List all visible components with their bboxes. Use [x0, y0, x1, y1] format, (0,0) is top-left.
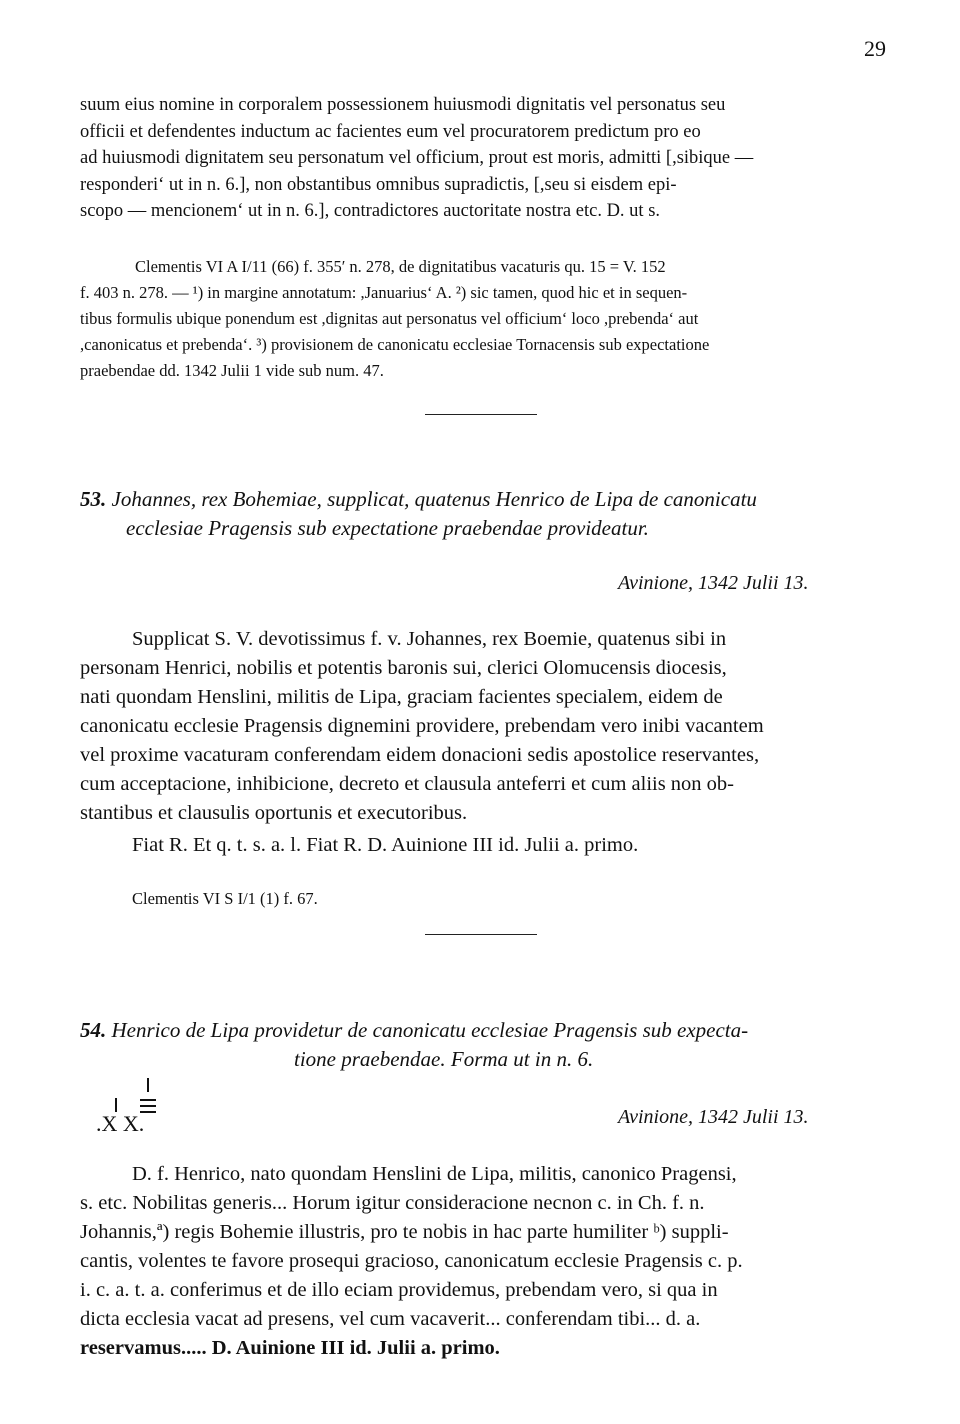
- page-number: 29: [864, 36, 886, 61]
- text-line: officii et defendentes inductum ac facientes eum vel procuratorem predictum pro eo: [80, 121, 701, 142]
- body-line: nati quondam Henslini, militis de Lipa, graciam facientes specialem, eidem de: [80, 686, 723, 708]
- body-line: canonicatu ecclesie Pragensis dignemini providere, prebendam vero inibi vacantem: [80, 715, 764, 737]
- body-line: cum acceptacione, inhibicione, decreto et clausula anteferri et cum aliis non ob-: [80, 773, 735, 795]
- fiat-line: Fiat R. Et q. t. s. a. l. Fiat R. D. Auinione III id. Julii a. primo.: [132, 834, 639, 856]
- body-line: stantibus et clausulis oportunis et executoribus.: [80, 802, 468, 824]
- sigla-text: .X X.: [96, 1111, 145, 1136]
- source-ref: Clementis VI S I/1 (1) f. 67.: [132, 889, 318, 908]
- top-text: [80, 92, 883, 225]
- divider: [425, 414, 537, 415]
- body-line: i. c. a. t. a. conferimus et de illo eciam providemus, prebendam vero, si qua in: [80, 1279, 718, 1301]
- heading-text: Johannes, rex Bohemiae, supplicat, quatenus Henrico de Lipa de canonicatu: [111, 487, 757, 511]
- text-line: responderi‘ ut in n. 6.], non obstantibus omnibus supradictis, [,seu si eisdem epi-: [80, 174, 677, 195]
- body-line: cantis, volentes te favore prosequi gracioso, canonicatum ecclesie Pragensis c. p.: [80, 1250, 743, 1272]
- footnote-top: [80, 254, 883, 384]
- text-line: scopo — mencionem‘ ut in n. 6.], contradictores auctoritate nostra etc. D. ut s.: [80, 201, 661, 221]
- footnote-line: f. 403 n. 278. — ¹) in margine annotatum: ,Januarius‘ A. ²) sic tamen, quod hic et in sequen-: [80, 283, 688, 302]
- body-line: reservamus..... D. Auinione III id. Julii a. primo.: [80, 1337, 500, 1359]
- heading-line: tione praebendae. Forma ut in n. 6.: [294, 1047, 594, 1071]
- entry-54-body: [80, 1160, 883, 1363]
- footnote-line: Clementis VI A I/11 (66) f. 355′ n. 278, de dignitatibus vacaturis qu. 15 = V. 152: [135, 257, 666, 276]
- body-line: personam Henrici, nobilis et potentis baronis sui, clerici Olomucensis diocesis,: [80, 657, 727, 679]
- divider: [425, 934, 537, 935]
- text-line: suum eius nomine in corporalem possessionem huiusmodi dignitatis vel personatus seu: [80, 95, 726, 115]
- footnote-line: praebendae dd. 1342 Julii 1 vide sub num. 47.: [80, 361, 384, 380]
- text-line: ad huiusmodi dignitatem seu personatum vel officium, prout est moris, admitti [,sibique —: [80, 148, 754, 168]
- entry-53-heading: [80, 485, 890, 543]
- body-line: Supplicat S. V. devotissimus f. v. Johannes, rex Boemie, quatenus sibi in: [132, 628, 727, 650]
- entry-53-body: [80, 625, 883, 828]
- entry-54-heading: [80, 1016, 890, 1074]
- place-date: Avinione, 1342 Julii 13.: [618, 1106, 809, 1128]
- body-line: dicta ecclesia vacat ad presens, vel cum vacaverit... conferendam tibi... d. a.: [80, 1308, 701, 1330]
- heading-text: Henrico de Lipa providetur de canonicatu ecclesiae Pragensis sub expecta-: [111, 1018, 749, 1042]
- body-line: Johannis,ª) regis Bohemie illustris, pro te nobis in hac parte humiliter ᵇ) suppli-: [80, 1221, 729, 1243]
- heading-line: ecclesiae Pragensis sub expectatione praebendae provideatur.: [126, 516, 649, 540]
- entry-number: 53.: [80, 487, 107, 511]
- body-line: vel proxime vacaturam conferendam eidem donacioni sedis apostolice reservantes,: [80, 744, 760, 766]
- heading-line: [80, 485, 890, 514]
- footnote-line: ,canonicatus et prebenda‘. ³) provisionem de canonicatu ecclesiae Tornacensis sub expectatione: [80, 335, 710, 354]
- place-date: Avinione, 1342 Julii 13.: [618, 572, 809, 594]
- heading-line: [80, 1016, 890, 1045]
- sigla-mark: [96, 1076, 176, 1136]
- entry-number: 54.: [80, 1018, 107, 1042]
- footnote-line: tibus formulis ubique ponendum est ,dignitas aut personatus vel officium‘ loco ,prebenda‘ aut: [80, 309, 699, 328]
- body-line: D. f. Henrico, nato quondam Henslini de Lipa, militis, canonico Pragensi,: [132, 1163, 737, 1185]
- body-line: s. etc. Nobilitas generis... Horum igitur consideracione necnon c. in Ch. f. n.: [80, 1192, 705, 1214]
